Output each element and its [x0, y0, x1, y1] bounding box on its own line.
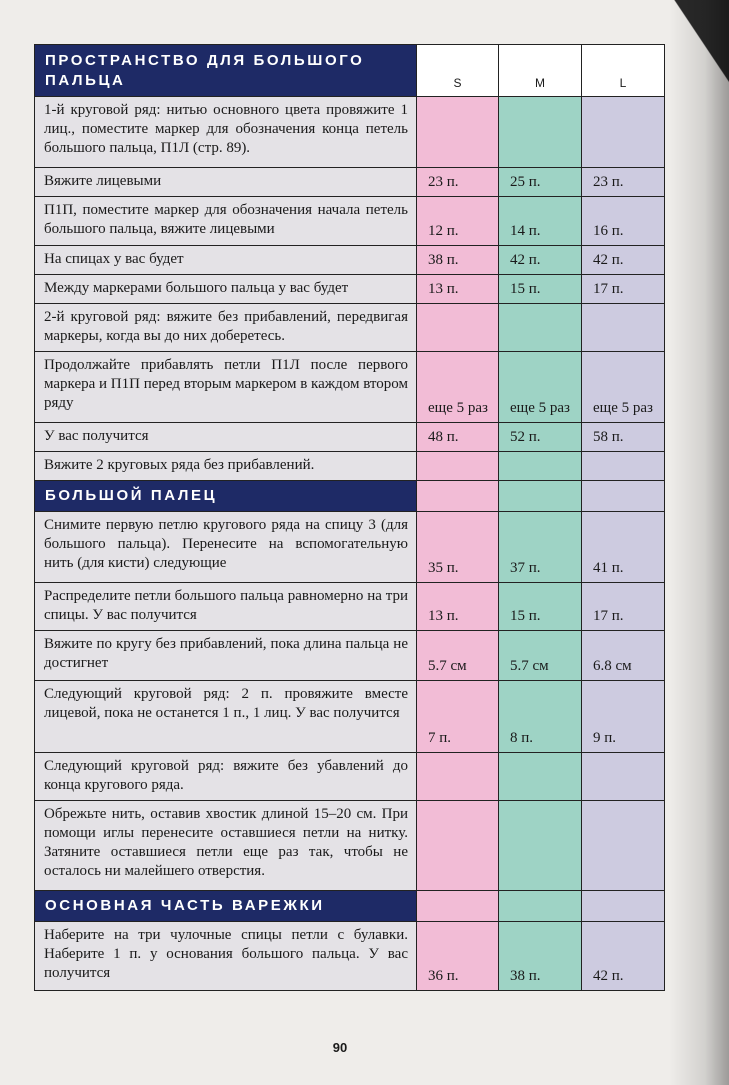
section-color-m	[499, 481, 582, 512]
row-instruction: У вас получится	[35, 423, 417, 452]
table-row	[35, 423, 665, 452]
table-row	[35, 275, 665, 304]
row-value-m	[499, 304, 582, 352]
row-value-l: 42 п.	[582, 922, 665, 991]
row-value-l	[582, 97, 665, 168]
row-instruction: П1П, поместите маркер для обозначения начала петель большого пальца, вяжите лицевыми	[35, 197, 417, 246]
row-value-s: 35 п.	[417, 512, 499, 583]
row-instruction: Вяжите 2 круговых ряда без прибавлений.	[35, 452, 417, 481]
row-instruction: Наберите на три чулочные спицы петли с булавки. Наберите 1 п. у основания большого пальца. У вас получится	[35, 922, 417, 991]
table-row	[35, 352, 665, 423]
row-value-s: 12 п.	[417, 197, 499, 246]
row-instruction: Вяжите лицевыми	[35, 168, 417, 197]
row-value-s: 23 п.	[417, 168, 499, 197]
row-instruction: 1-й круговой ряд: нитью основного цвета провяжите 1 лиц., поместите маркер для обозначения конца петель большого пальца, П1Л (стр. 89).	[35, 97, 417, 168]
table-row	[35, 246, 665, 275]
row-value-m: 15 п.	[499, 583, 582, 631]
row-value-s: 7 п.	[417, 681, 499, 753]
row-value-m: 38 п.	[499, 922, 582, 991]
row-value-l: 16 п.	[582, 197, 665, 246]
table-row	[35, 197, 665, 246]
row-value-l: еще 5 раз	[582, 352, 665, 423]
row-instruction: Следующий круговой ряд: 2 п. провяжите вместе лицевой, пока не останется 1 п., 1 лиц. У вас получится	[35, 681, 417, 753]
row-value-s: 13 п.	[417, 275, 499, 304]
row-instruction: 2-й круговой ряд: вяжите без прибавлений, передвигая маркеры, когда вы до них доберетесь.	[35, 304, 417, 352]
row-value-l	[582, 304, 665, 352]
row-value-l: 23 п.	[582, 168, 665, 197]
row-instruction: Продолжайте прибавлять петли П1Л после первого маркера и П1П перед вторым маркером в каждом втором ряду	[35, 352, 417, 423]
section-header-row	[35, 891, 665, 922]
section-color-l	[582, 481, 665, 512]
page-number: 90	[332, 1040, 348, 1055]
row-value-s	[417, 452, 499, 481]
row-value-m	[499, 801, 582, 891]
row-value-l: 17 п.	[582, 275, 665, 304]
section-header-row	[35, 481, 665, 512]
section-header-row	[35, 45, 665, 97]
row-value-s: 36 п.	[417, 922, 499, 991]
row-value-s: 13 п.	[417, 583, 499, 631]
row-value-m	[499, 452, 582, 481]
row-value-l: 58 п.	[582, 423, 665, 452]
row-instruction: Обрежьте нить, оставив хвостик длиной 15–20 см. При помощи иглы перенесите оставшиеся петли на нитку. Затяните оставшиеся петли еще раз так, чтобы не осталось ни малейшего отверстия.	[35, 801, 417, 891]
row-value-m: 5.7 см	[499, 631, 582, 681]
pattern-table	[34, 44, 665, 991]
row-value-s: 5.7 см	[417, 631, 499, 681]
table-row	[35, 512, 665, 583]
size-header-l: L	[582, 45, 665, 97]
table-row	[35, 583, 665, 631]
section-title-thumb-space: ПРОСТРАНСТВО ДЛЯ БОЛЬШОГО ПАЛЬЦА	[35, 45, 417, 97]
row-value-m: 25 п.	[499, 168, 582, 197]
table-row	[35, 304, 665, 352]
row-value-l: 9 п.	[582, 681, 665, 753]
row-value-m: 42 п.	[499, 246, 582, 275]
row-value-s	[417, 97, 499, 168]
page-curl-shade	[669, 0, 729, 1085]
table-row	[35, 168, 665, 197]
row-value-l: 17 п.	[582, 583, 665, 631]
row-instruction: На спицах у вас будет	[35, 246, 417, 275]
section-color-s	[417, 481, 499, 512]
section-title-thumb: БОЛЬШОЙ ПАЛЕЦ	[35, 481, 417, 512]
row-value-m: 15 п.	[499, 275, 582, 304]
row-value-m	[499, 753, 582, 801]
row-value-m	[499, 97, 582, 168]
section-color-s	[417, 891, 499, 922]
size-header-s: S	[417, 45, 499, 97]
row-value-l	[582, 753, 665, 801]
row-value-s: еще 5 раз	[417, 352, 499, 423]
section-color-m	[499, 891, 582, 922]
table-row	[35, 801, 665, 891]
row-value-l	[582, 452, 665, 481]
row-instruction: Распределите петли большого пальца равномерно на три спицы. У вас получится	[35, 583, 417, 631]
row-value-s	[417, 304, 499, 352]
row-instruction: Между маркерами большого пальца у вас будет	[35, 275, 417, 304]
row-instruction: Вяжите по кругу без прибавлений, пока длина пальца не достигнет	[35, 631, 417, 681]
row-value-m: 52 п.	[499, 423, 582, 452]
table-row	[35, 452, 665, 481]
row-value-s: 38 п.	[417, 246, 499, 275]
table-row	[35, 631, 665, 681]
row-value-m: 37 п.	[499, 512, 582, 583]
section-color-l	[582, 891, 665, 922]
table-row	[35, 922, 665, 991]
section-title-main: ОСНОВНАЯ ЧАСТЬ ВАРЕЖКИ	[35, 891, 417, 922]
row-instruction: Следующий круговой ряд: вяжите без убавлений до конца кругового ряда.	[35, 753, 417, 801]
row-value-s: 48 п.	[417, 423, 499, 452]
row-value-m: 8 п.	[499, 681, 582, 753]
row-value-m: 14 п.	[499, 197, 582, 246]
row-value-s	[417, 801, 499, 891]
page-edge-shadow	[669, 0, 729, 90]
size-header-m: M	[499, 45, 582, 97]
table-row	[35, 753, 665, 801]
row-value-s	[417, 753, 499, 801]
table-row	[35, 97, 665, 168]
table-row	[35, 681, 665, 753]
row-value-m: еще 5 раз	[499, 352, 582, 423]
row-value-l	[582, 801, 665, 891]
row-value-l: 42 п.	[582, 246, 665, 275]
row-instruction: Снимите первую петлю кругового ряда на спицу 3 (для большого пальца). Перенесите на вспомогательную нить (для кисти) следующие	[35, 512, 417, 583]
row-value-l: 6.8 см	[582, 631, 665, 681]
row-value-l: 41 п.	[582, 512, 665, 583]
